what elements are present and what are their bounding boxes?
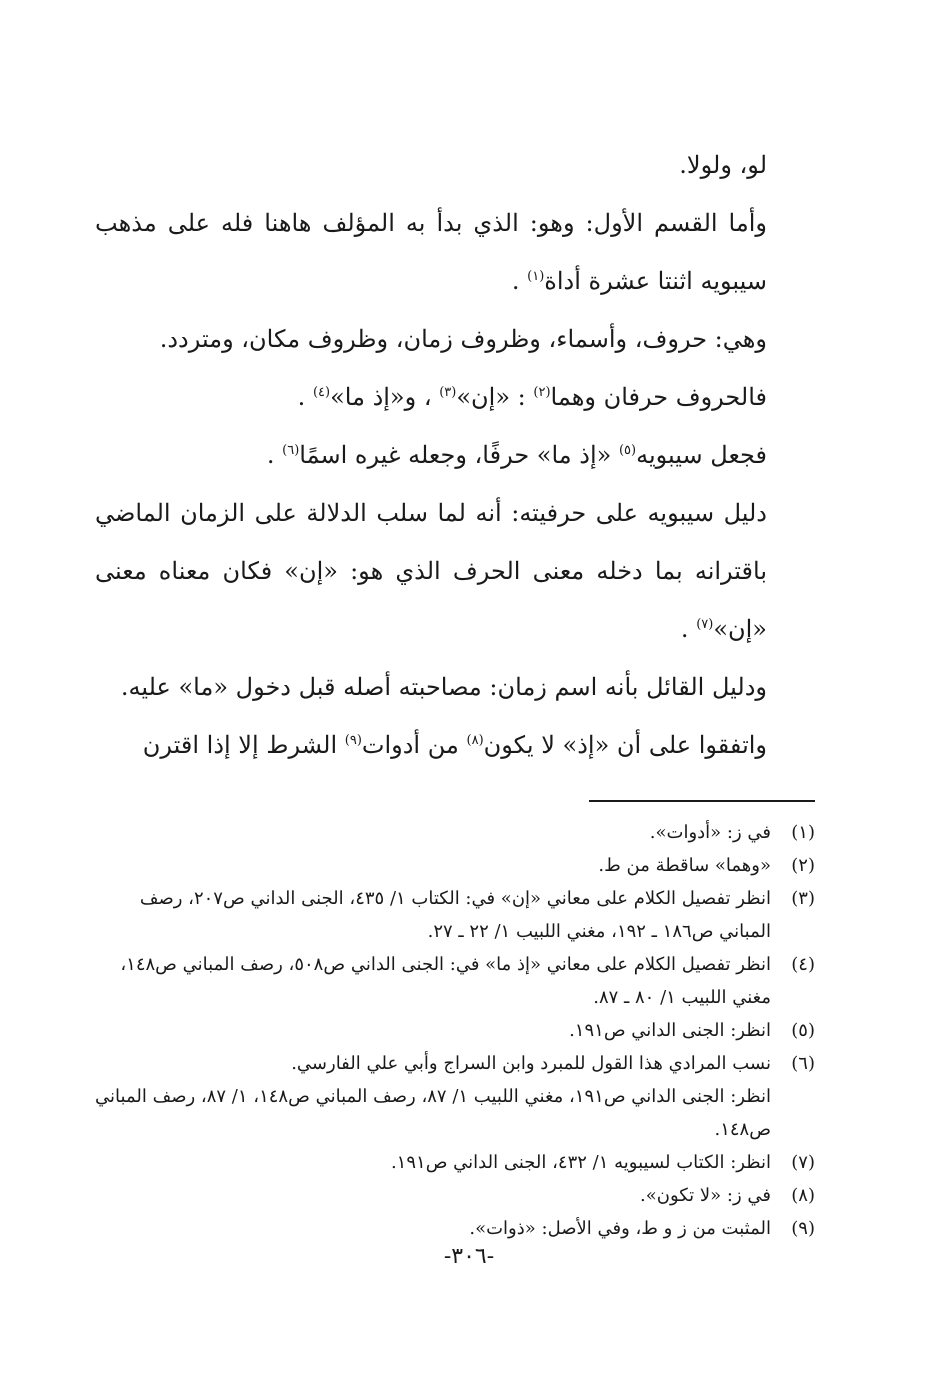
footnote-ref-3[interactable]: (٣): [439, 385, 457, 400]
page-content: [95, 136, 815, 1245]
footnote-ref-7[interactable]: (٧): [696, 617, 714, 632]
footnote-ref-1[interactable]: (١): [527, 269, 545, 284]
paragraph-4: فالحروف حرفان وهما$^{(٢)}$ : «إن»$^{(٣)}$ ، و«إذ ما»$^{(٤)}$ .: [297, 383, 767, 411]
footnote-text: انظر: الجنى الداني ص١٩١، مغني اللبيب ١/ ٨٧، رصف المباني ص١٤٨، ١/ ٨٧، رصف المباني ص١٤٨.: [95, 1086, 771, 1140]
footnote-ref-5[interactable]: (٥): [618, 443, 637, 458]
footnote-text: في ز: «لا تكون».: [639, 1185, 771, 1206]
footnote-4: [95, 948, 815, 1014]
footnote-text: في ز: «أدوات».: [649, 822, 771, 843]
footnote-6-continuation: [95, 1080, 815, 1146]
footnote-text: نسب المرادي هذا القول للمبرد وابن السراج وأبي علي الفارسي.: [291, 1053, 771, 1074]
footnote-2: [95, 849, 815, 882]
footnote-9: [95, 1212, 815, 1245]
footnote-text: انظر تفصيل الكلام على معاني «إن» في: الكتاب ١/ ٤٣٥، الجنى الداني ص٢٠٧، رصف المباني ص١٨٦ ـ ١٩٢، مغني اللبيب ١/ ٢٢ ـ ٢٧.: [139, 888, 771, 942]
footnote-text: «وهما» ساقطة من ط.: [598, 855, 771, 876]
footnote-text: انظر تفصيل الكلام على معاني «إذ ما» في: الجنى الداني ص٥٠٨، رصف المباني ص١٤٨، مغني اللبيب ١/ ٨٠ ـ ٨٧.: [120, 954, 771, 1008]
footnote-1: [95, 816, 815, 849]
footnote-divider: [589, 800, 815, 802]
footnote-ref-8[interactable]: (٨): [466, 733, 484, 748]
paragraph-3: وهي: حروف، وأسماء، وظروف زمان، وظروف مكان، ومتردد.: [159, 325, 767, 353]
footnote-7: [95, 1146, 815, 1179]
paragraph-6: دليل سيبويه على حرفيته: أنه لما سلب الدلالة على الزمان الماضي باقترانه بما دخله معنى الحرف الذي هو: «إن» فكان معناه معنى «إن»$^{(٧)}$ .: [95, 499, 767, 643]
main-text: [95, 136, 815, 774]
footnote-5: [95, 1014, 815, 1047]
footnote-ref-2[interactable]: (٢): [533, 385, 551, 400]
footnote-number: (٩): [791, 1218, 815, 1239]
paragraph-5: فجعل سيبويه$^{(٥)}$ «إذ ما» حرفًا، وجعله غيره اسمًا$^{(٦)}$ .: [266, 441, 767, 469]
footnote-text: المثبت من ز و ط، وفي الأصل: «ذوات».: [469, 1218, 771, 1239]
paragraph-1: لو، ولولا.: [679, 151, 767, 179]
paragraph-2: وأما القسم الأول: وهو: الذي بدأ به المؤلف هاهنا فله على مذهب سيبويه اثنتا عشرة أداة$^{(١)}$ .: [95, 209, 767, 295]
footnotes: [95, 816, 815, 1245]
footnote-ref-6[interactable]: (٦): [282, 443, 300, 458]
footnote-8: [95, 1179, 815, 1212]
footnote-number: (٧): [791, 1152, 815, 1173]
footnote-ref-4[interactable]: (٤): [312, 385, 331, 400]
footnote-text: انظر: الكتاب لسيبويه ١/ ٤٣٢، الجنى الداني ص١٩١.: [390, 1152, 771, 1173]
footnote-number: (١): [791, 822, 815, 843]
paragraph-8: واتفقوا على أن «إذ» لا يكون$^{(٨)}$ من أدوات$^{(٩)}$ الشرط إلا إذا اقترن: [142, 731, 767, 759]
footnote-number: (٦): [791, 1053, 815, 1074]
footnote-number: (٣): [791, 888, 815, 909]
paragraph-7: ودليل القائل بأنه اسم زمان: مصاحبته أصله قبل دخول «ما» عليه.: [120, 673, 767, 701]
footnote-number: (٤): [791, 954, 815, 975]
footnote-6: [95, 1047, 815, 1080]
page-number: -٣٠٦-: [443, 1244, 495, 1269]
footnote-3: [95, 882, 815, 948]
footnote-number: (٢): [791, 855, 815, 876]
footnote-text: انظر: الجنى الداني ص١٩١.: [569, 1020, 771, 1041]
footnote-number: (٨): [791, 1185, 815, 1206]
footnote-number: (٥): [791, 1020, 815, 1041]
footnote-ref-9[interactable]: (٩): [344, 733, 362, 748]
